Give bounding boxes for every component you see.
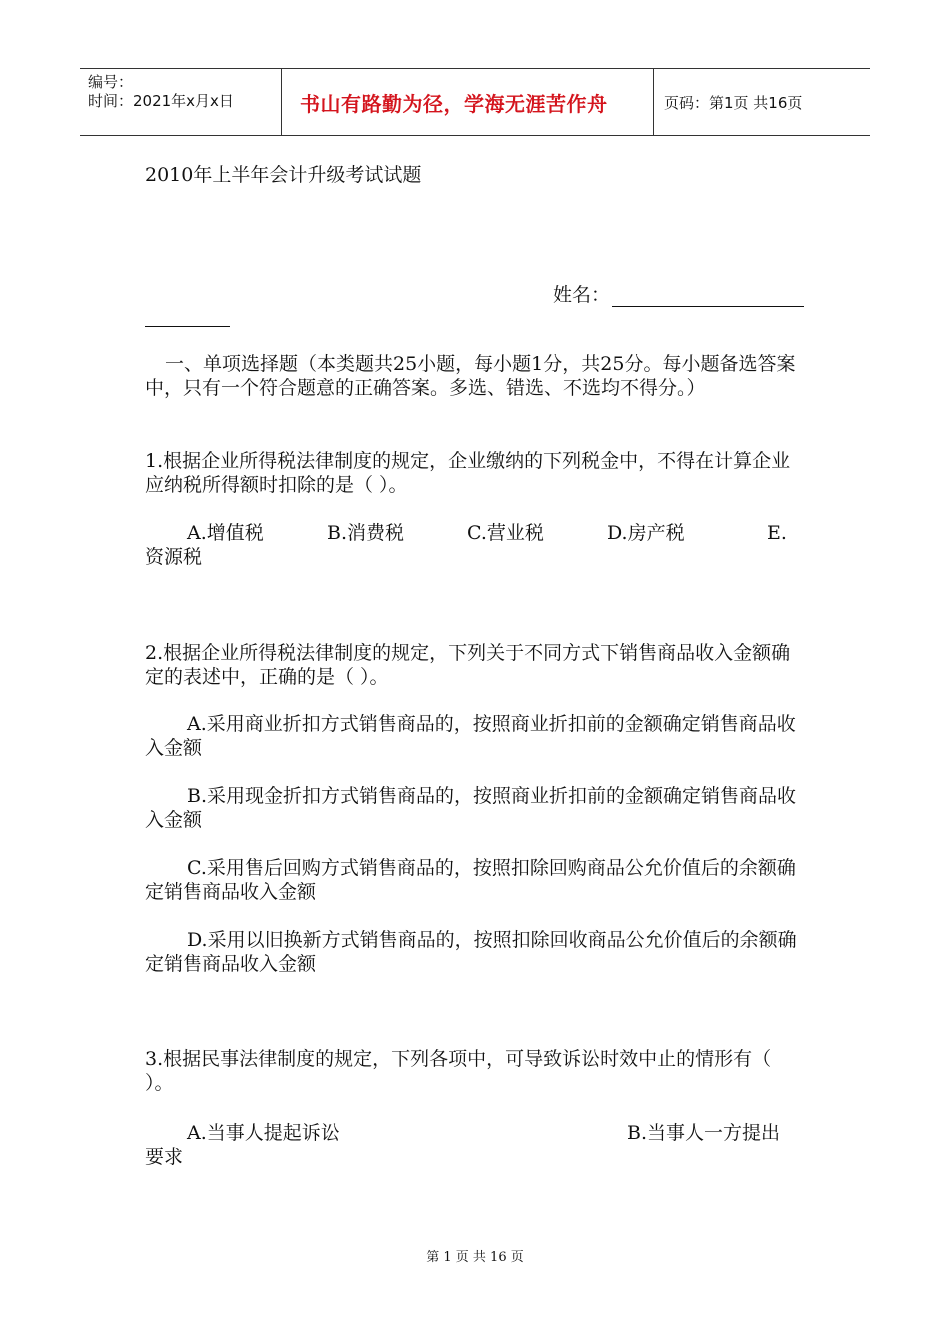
question-3-stem: 3.根据民事法律制度的规定，下列各项中，可导致诉讼时效中止的情形有（ ）。 bbox=[145, 1048, 772, 1094]
name-blank-line-continued bbox=[145, 326, 230, 327]
q3-option-b-continued: 要求 bbox=[145, 1146, 184, 1168]
header-motto-cell bbox=[282, 69, 654, 135]
q1-option-a: A.增值税 bbox=[187, 522, 264, 544]
q2-option-c: C.采用售后回购方式销售商品的，按照扣除回购商品公允价值后的余额确定销售商品收入金额 bbox=[145, 857, 796, 903]
name-label: 姓名： bbox=[553, 284, 611, 306]
section-heading: 一、单项选择题（本类题共25小题，每小题1分，共25分。每小题备选答案中，只有一个符合题意的正确答案。多选、错选、不选均不得分。） bbox=[145, 353, 796, 399]
q1-option-e-text: 资源税 bbox=[145, 546, 203, 568]
q2-option-a: A.采用商业折扣方式销售商品的，按照商业折扣前的金额确定销售商品收入金额 bbox=[145, 713, 796, 759]
header-meta-cell bbox=[80, 69, 282, 135]
q3-option-a: A.当事人提起诉讼 bbox=[187, 1122, 340, 1144]
page-info: 页码：第1页 共16页 bbox=[664, 93, 803, 112]
time-label: 时间：2021年x月x日 bbox=[88, 92, 234, 110]
q2-option-b: B.采用现金折扣方式销售商品的，按照商业折扣前的金额确定销售商品收入金额 bbox=[145, 785, 797, 831]
document-title: 2010年上半年会计升级考试试题 bbox=[145, 164, 422, 186]
motto-text: 书山有路勤为径，学海无涯苦作舟 bbox=[300, 91, 608, 116]
q3-option-b: B.当事人一方提出 bbox=[627, 1122, 781, 1144]
q1-option-d: D.房产税 bbox=[607, 522, 685, 544]
page-footer: 第 1 页 共 16 页 bbox=[426, 1250, 524, 1265]
header-table bbox=[80, 68, 870, 136]
question-2-stem: 2.根据企业所得税法律制度的规定，下列关于不同方式下销售商品收入金额确定的表述中，正确的是（ ）。 bbox=[145, 642, 791, 688]
header-page-cell bbox=[654, 69, 870, 135]
q2-option-d: D.采用以旧换新方式销售商品的，按照扣除回收商品公允价值后的余额确定销售商品收入金额 bbox=[145, 929, 797, 975]
q1-option-e-letter: E. bbox=[767, 522, 787, 544]
q1-option-c: C.营业税 bbox=[467, 522, 544, 544]
question-1-stem: 1.根据企业所得税法律制度的规定，企业缴纳的下列税金中，不得在计算企业应纳税所得额时扣除的是（ ）。 bbox=[145, 450, 791, 496]
number-label: 编号： bbox=[88, 73, 134, 91]
q1-option-b: B.消费税 bbox=[327, 522, 405, 544]
name-field bbox=[553, 280, 804, 307]
name-blank-line bbox=[612, 284, 804, 307]
